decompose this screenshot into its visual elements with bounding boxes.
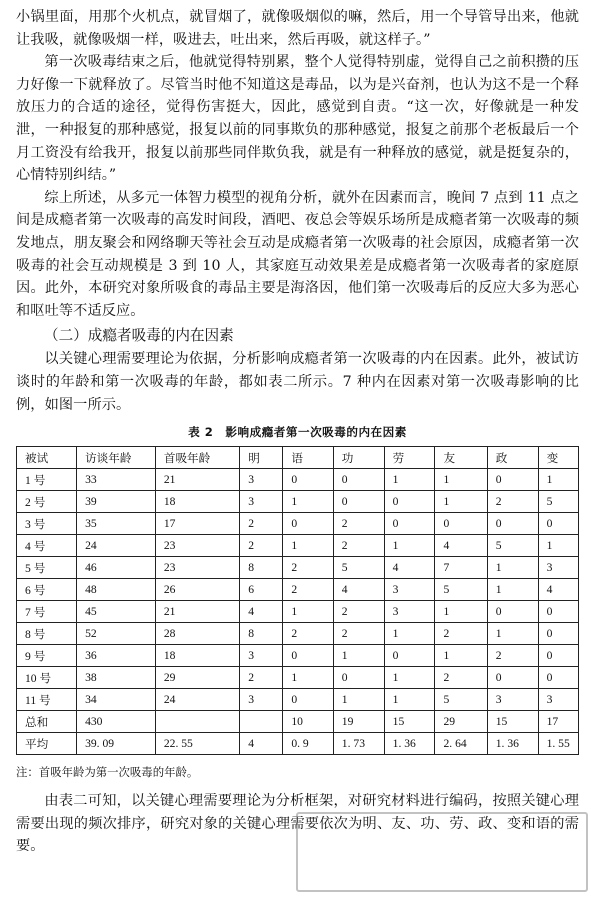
table-cell: 0: [283, 513, 333, 535]
table-cell: 7 号: [17, 601, 77, 623]
table-cell: 3: [240, 469, 283, 491]
table-cell: 0: [333, 491, 384, 513]
table-cell: 6 号: [17, 579, 77, 601]
paragraph-3: 综上所述，从多元一体智力模型的视角分析，就外在因素而言，晚间 7 点到 11 点之间是成瘾者第一次吸毒的高发时间段，酒吧、夜总会等娱乐场所是成瘾者第一次吸毒的频发地点，朋友聚会和网络聊天等社会互动是成瘾者第一次吸毒的社会原因，成瘾者第一次吸毒的社会互动规模是 3 到 10 人，其家庭互动效果差是成瘾者第一次吸毒者的家庭原因。此外，本研究对象所吸食的毒品主要是海洛因，他们第一次吸毒后的反应大多为恶心和呕吐等不适反应。: [16, 189, 579, 319]
table-cell: 1: [333, 689, 384, 711]
table-cell: 2. 64: [435, 733, 487, 755]
table-row: [17, 557, 579, 579]
table-cell: 2: [333, 601, 384, 623]
table-cell: 35: [77, 513, 156, 535]
table-cell: 4 号: [17, 535, 77, 557]
table-cell: 3: [384, 579, 435, 601]
table-cell: 4: [435, 535, 487, 557]
table-cell: 6: [240, 579, 283, 601]
table-cell: 4: [240, 601, 283, 623]
table-cell: 8 号: [17, 623, 77, 645]
column-header: 访谈年龄: [77, 447, 156, 469]
table-cell: 3 号: [17, 513, 77, 535]
table-cell: 17: [155, 513, 239, 535]
paragraph-conclusion: 由表二可知，以关键心理需要理论为分析框架，对研究材料进行编码，按照关键心理需要出现的频次排序，研究对象的关键心理需要依次为明、友、功、劳、政、变和语的需要。: [16, 793, 579, 855]
table-cell: 平均: [17, 733, 77, 755]
table-cell: 0: [538, 623, 578, 645]
table-cell: 0: [538, 667, 578, 689]
table-cell: 1: [538, 535, 578, 557]
document-page: [16, 6, 579, 858]
column-header: 功: [333, 447, 384, 469]
table-cell: 1: [384, 689, 435, 711]
table-cell: 1. 55: [538, 733, 578, 755]
table-row: [17, 535, 579, 557]
table-cell: 0: [487, 469, 538, 491]
table-header-row: [17, 447, 579, 469]
table-note: 注：首吸年龄为第一次吸毒的年龄。: [16, 765, 199, 780]
paragraph-intro: 以关键心理需要理论为依据，分析影响成瘾者第一次吸毒的内在因素。此外，被试访谈时的年龄和第一次吸毒的年龄，都如表二所示。7 种内在因素对第一次吸毒影响的比例，如图一所示。: [16, 351, 579, 413]
table-cell: 5 号: [17, 557, 77, 579]
table-cell: 28: [155, 623, 239, 645]
table-cell: 2: [240, 513, 283, 535]
table-cell: 2: [435, 623, 487, 645]
table-cell: 4: [384, 557, 435, 579]
table-cell: 1: [384, 535, 435, 557]
table-cell: 46: [77, 557, 156, 579]
column-header: 友: [435, 447, 487, 469]
table-row: [17, 667, 579, 689]
table-cell: 1: [283, 601, 333, 623]
table-cell: 24: [155, 689, 239, 711]
table-cell: 36: [77, 645, 156, 667]
table-cell: 5: [435, 579, 487, 601]
table-body: [17, 469, 579, 755]
table-cell: 24: [77, 535, 156, 557]
column-header: 首吸年龄: [155, 447, 239, 469]
table-cell: 3: [384, 601, 435, 623]
table-cell: 0. 9: [283, 733, 333, 755]
table-cell: [240, 711, 283, 733]
table-cell: 8: [240, 623, 283, 645]
table-row: [17, 469, 579, 491]
table-row: [17, 689, 579, 711]
table-cell: 2: [283, 579, 333, 601]
table-cell: 1: [384, 667, 435, 689]
column-header: 被试: [17, 447, 77, 469]
table-cell: 17: [538, 711, 578, 733]
column-header: 政: [487, 447, 538, 469]
table-cell: 1 号: [17, 469, 77, 491]
table-cell: 0: [487, 513, 538, 535]
table-cell: 18: [155, 491, 239, 513]
table-cell: 3: [538, 689, 578, 711]
table-cell: [155, 711, 239, 733]
table-cell: 2: [283, 557, 333, 579]
table-cell: 1: [435, 601, 487, 623]
column-header: 劳: [384, 447, 435, 469]
table-cell: 1: [487, 623, 538, 645]
table-cell: 1. 36: [487, 733, 538, 755]
column-header: 变: [538, 447, 578, 469]
table-cell: 2: [240, 535, 283, 557]
table-cell: 3: [240, 491, 283, 513]
table-cell: 8: [240, 557, 283, 579]
table-row: [17, 491, 579, 513]
table-cell: 34: [77, 689, 156, 711]
table-cell: 3: [538, 557, 578, 579]
table-cell: 21: [155, 469, 239, 491]
table-cell: 0: [283, 645, 333, 667]
table-cell: 1: [538, 469, 578, 491]
table-cell: 1. 36: [384, 733, 435, 755]
table-cell: 48: [77, 579, 156, 601]
table-cell: 15: [384, 711, 435, 733]
table-cell: 19: [333, 711, 384, 733]
column-header: 语: [283, 447, 333, 469]
table-cell: 1: [384, 623, 435, 645]
table-cell: 3: [487, 689, 538, 711]
table-cell: 0: [283, 469, 333, 491]
section-heading: （二）成瘾者吸毒的内在因素: [44, 327, 234, 345]
table-cell: 2: [487, 491, 538, 513]
table-cell: 4: [538, 579, 578, 601]
table-cell: 4: [333, 579, 384, 601]
table-cell: 0: [333, 469, 384, 491]
table-cell: 1: [283, 491, 333, 513]
table-cell: 15: [487, 711, 538, 733]
table-cell: 0: [384, 513, 435, 535]
table-cell: 1: [435, 469, 487, 491]
table-cell: 1: [283, 535, 333, 557]
table-cell: 22. 55: [155, 733, 239, 755]
table-cell: 26: [155, 579, 239, 601]
table-cell: 0: [538, 645, 578, 667]
table-cell: 0: [384, 491, 435, 513]
table-cell: 2: [333, 535, 384, 557]
table-cell: 0: [538, 601, 578, 623]
table-cell: 33: [77, 469, 156, 491]
paragraph-2: 第一次吸毒结束之后，他就觉得特别累，整个人觉得特别虚，觉得自己之前积攒的压力好像一下就释放了。尽管当时他不知道这是毒品，以为是兴奋剂，也认为这不是一个释放压力的合适的途径，觉得伤害挺大，因此，感觉到自责。“这一次，好像就是一种发泄，一种报复的那种感觉，报复以前的同事欺负的那种感觉，报复之前那个老板最后一个月工资没有给我开，报复以前那些同伴欺负我，就是有一种释放的感觉，就是挺复杂的，心情特别纠结。”: [16, 54, 579, 184]
table-cell: 39. 09: [77, 733, 156, 755]
table-row: [17, 645, 579, 667]
table-cell: 1: [384, 469, 435, 491]
table-row: [17, 579, 579, 601]
table-cell: 3: [240, 689, 283, 711]
table-row: [17, 623, 579, 645]
table-cell: 430: [77, 711, 156, 733]
table-cell: 1: [435, 491, 487, 513]
table-cell: 39: [77, 491, 156, 513]
paragraph-1: 小锅里面，用那个火机点，就冒烟了，就像吸烟似的嘛，然后，用一个导管导出来，他就让我吸，就像吸烟一样，吸进去，吐出来，然后再吸，就这样子。”: [16, 9, 579, 48]
table-cell: 3: [240, 645, 283, 667]
table-cell: 2: [283, 623, 333, 645]
table-cell: 1: [435, 645, 487, 667]
table-cell: 23: [155, 535, 239, 557]
table-cell: 29: [435, 711, 487, 733]
table-cell: 2: [487, 645, 538, 667]
table-cell: 23: [155, 557, 239, 579]
table-cell: 45: [77, 601, 156, 623]
table-cell: 0: [435, 513, 487, 535]
table-cell: 1: [333, 645, 384, 667]
table-cell: 2: [240, 667, 283, 689]
table-cell: 0: [487, 601, 538, 623]
table-cell: 2 号: [17, 491, 77, 513]
table-cell: 5: [538, 491, 578, 513]
table-cell: 2: [435, 667, 487, 689]
table-cell: 5: [487, 535, 538, 557]
table-cell: 2: [333, 513, 384, 535]
table-cell: 7: [435, 557, 487, 579]
column-header: 明: [240, 447, 283, 469]
table-cell: 5: [333, 557, 384, 579]
table-caption: 表 2 影响成瘾者第一次吸毒的内在因素: [188, 425, 407, 440]
table-cell: 10: [283, 711, 333, 733]
table-cell: 21: [155, 601, 239, 623]
table-cell: 0: [283, 689, 333, 711]
table-row: [17, 711, 579, 733]
table-row: [17, 601, 579, 623]
table-cell: 0: [333, 667, 384, 689]
table-cell: 5: [435, 689, 487, 711]
table-cell: 1. 73: [333, 733, 384, 755]
table-cell: 1: [487, 579, 538, 601]
table-cell: 38: [77, 667, 156, 689]
table-row: [17, 733, 579, 755]
table-cell: 18: [155, 645, 239, 667]
table-cell: 9 号: [17, 645, 77, 667]
table-cell: 总和: [17, 711, 77, 733]
table-cell: 4: [240, 733, 283, 755]
table-cell: 0: [384, 645, 435, 667]
table-cell: 1: [487, 557, 538, 579]
table-cell: 29: [155, 667, 239, 689]
table-cell: 52: [77, 623, 156, 645]
table-cell: 11 号: [17, 689, 77, 711]
factors-table: [16, 446, 579, 755]
table-cell: 0: [487, 667, 538, 689]
table-cell: 0: [538, 513, 578, 535]
table-row: [17, 513, 579, 535]
table-cell: 2: [333, 623, 384, 645]
table-cell: 1: [283, 667, 333, 689]
table-cell: 10 号: [17, 667, 77, 689]
